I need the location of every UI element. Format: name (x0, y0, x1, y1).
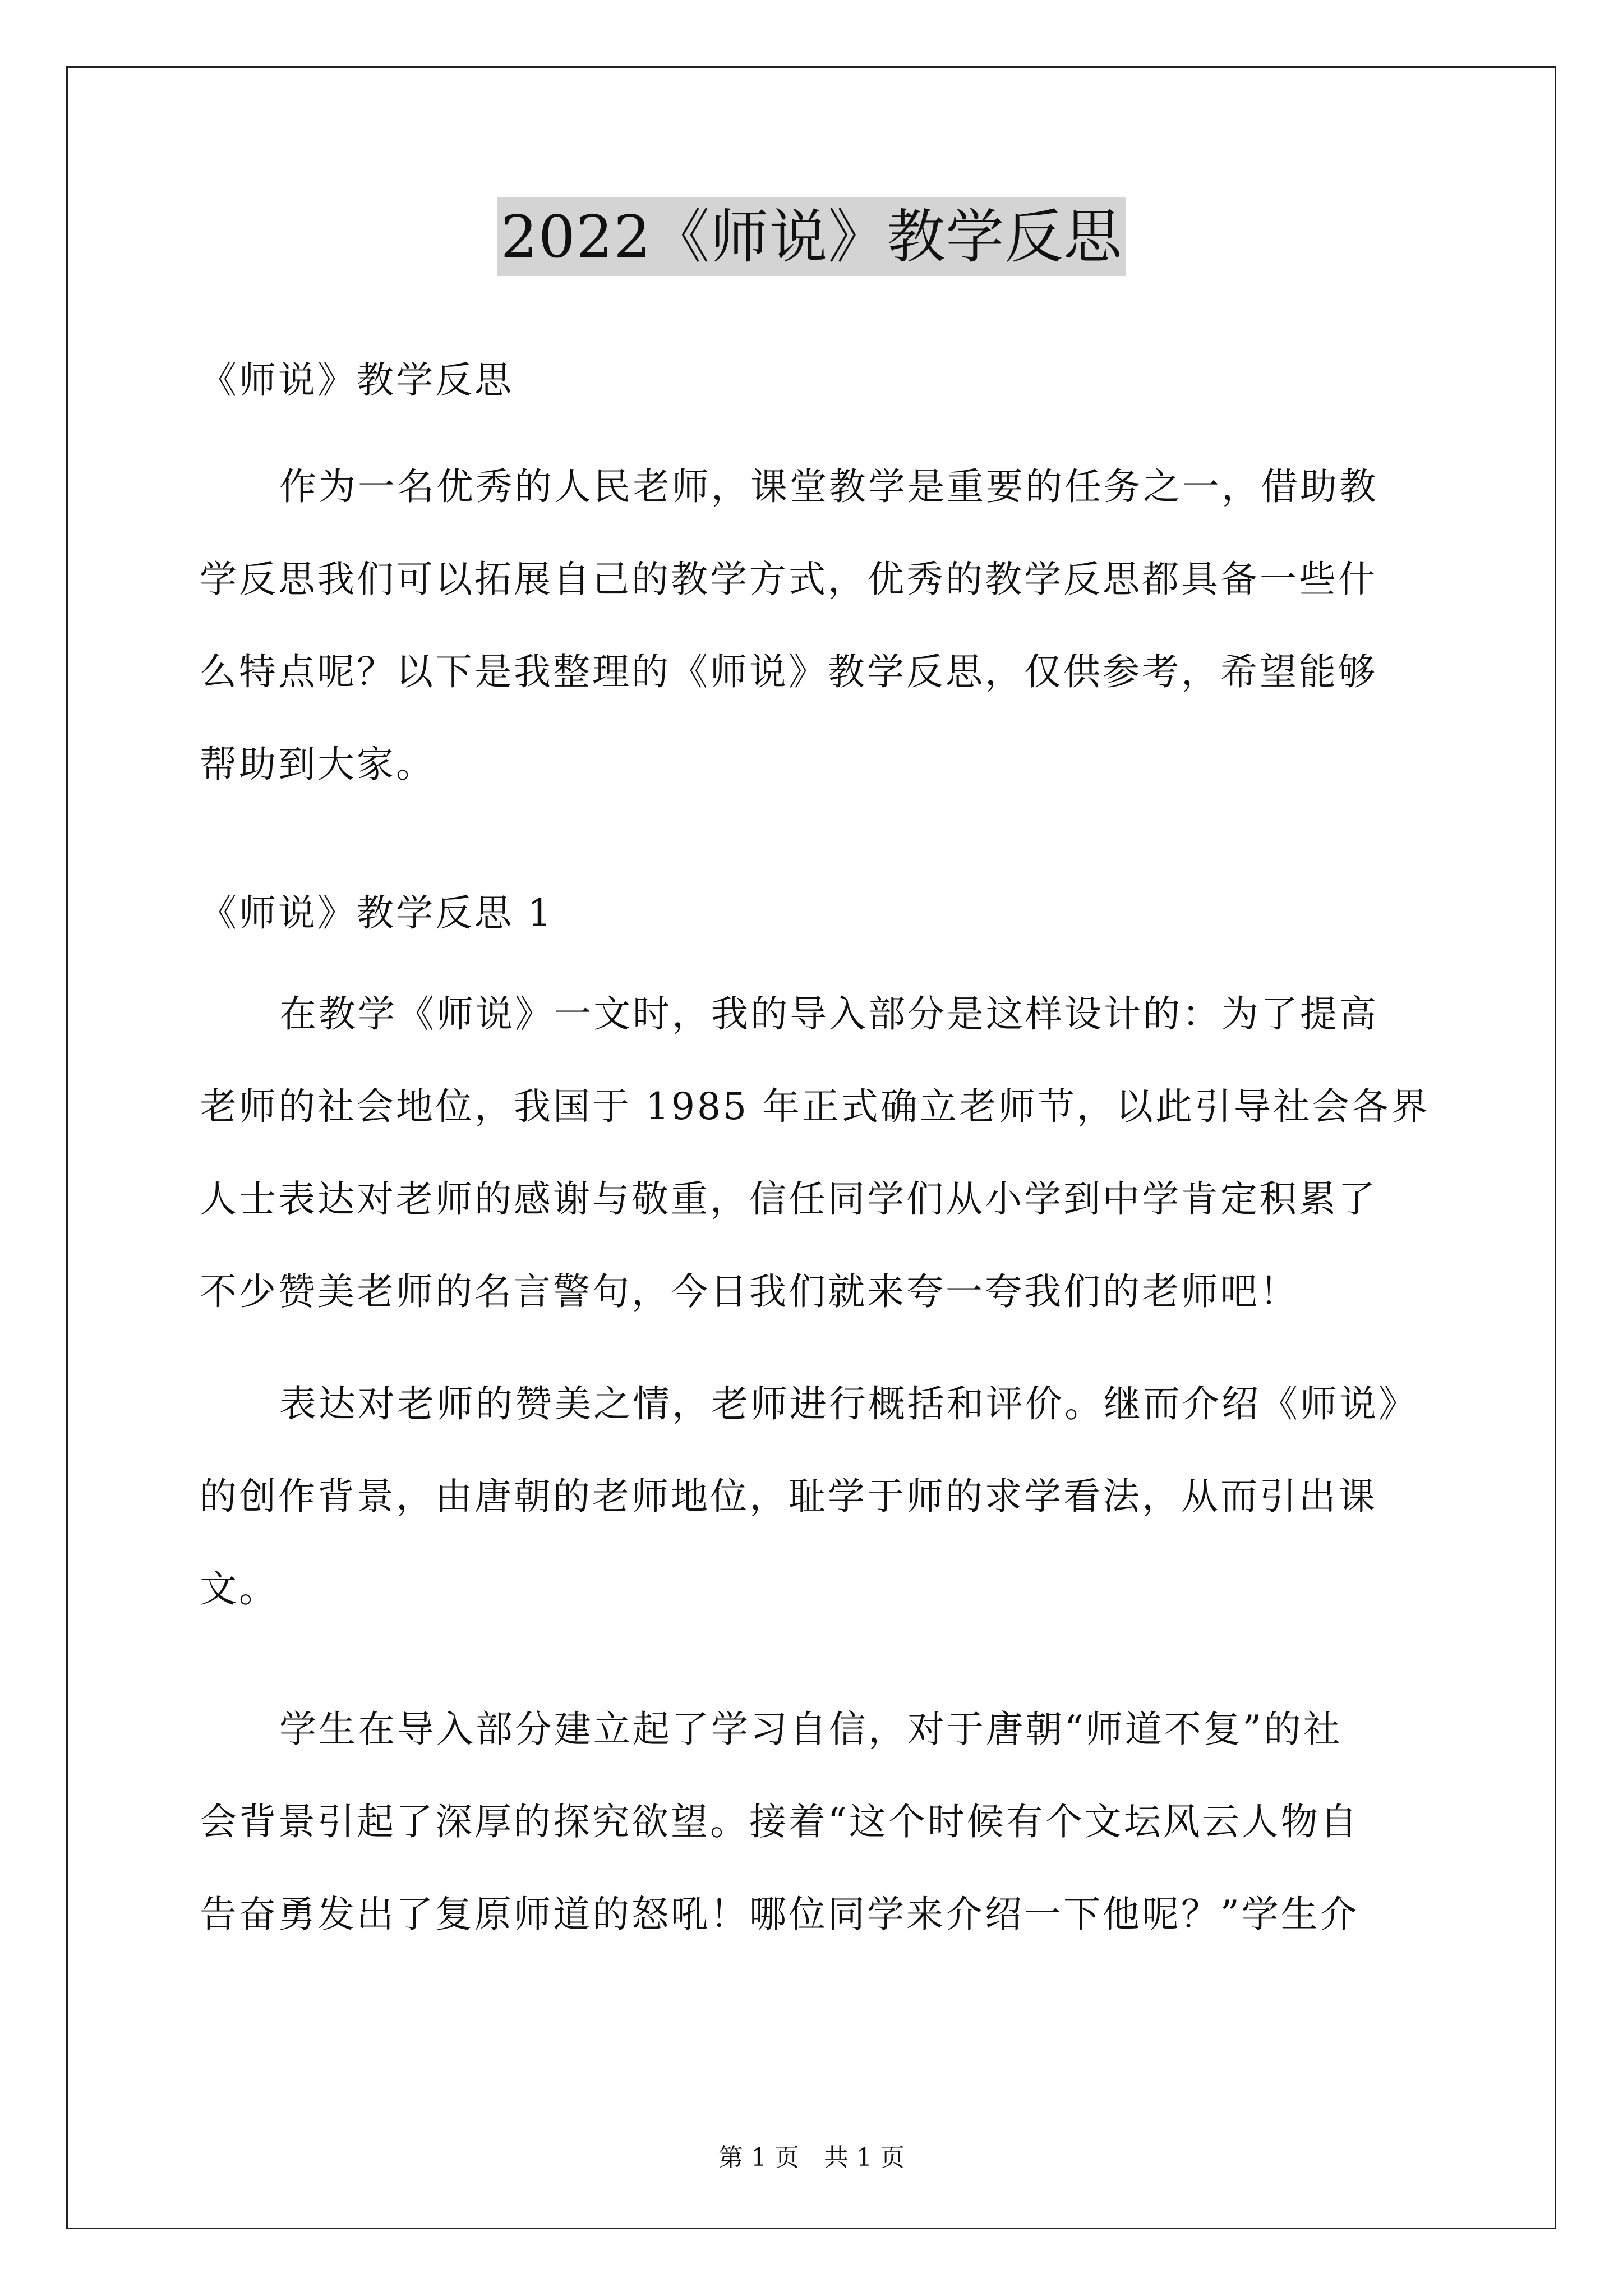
paragraph1-line-4: 不少赞美老师的名言警句，今日我们就来夸一夸我们的老师吧！ (200, 1270, 1299, 1313)
paragraph2-line-2: 的创作背景，由唐朝的老师地位，耻学于师的求学看法，从而引出课 (200, 1475, 1377, 1518)
paragraph3-line-1: 学生在导入部分建立起了学习自信，对于唐朝“师道不复”的社 (279, 1708, 1343, 1751)
title-container (0, 197, 1623, 276)
intro-line-2: 学反思我们可以拓展自己的教学方式，优秀的教学反思都具备一些什 (200, 558, 1377, 601)
paragraph2-line-1: 表达对老师的赞美之情，老师进行概括和评价。继而介绍《师说》 (279, 1382, 1418, 1425)
intro-line-1: 作为一名优秀的人民老师，课堂教学是重要的任务之一，借助教 (279, 465, 1378, 508)
paragraph3-line-2: 会背景引起了深厚的探究欲望。接着“这个时候有个文坛风云人物自 (200, 1800, 1359, 1843)
paragraph2-line-3: 文。 (200, 1567, 278, 1611)
document-title: 2022《师说》教学反思 (497, 197, 1126, 276)
paragraph1-line-3: 人士表达对老师的感谢与敬重，信任同学们从小学到中学肯定积累了 (200, 1177, 1377, 1221)
paragraph1-line-2: 老师的社会地位，我国于 1985 年正式确立老师节，以此引导社会各界 (200, 1085, 1430, 1128)
document-subtitle: 《师说》教学反思 (200, 358, 514, 402)
paragraph1-line-1: 在教学《师说》一文时，我的导入部分是这样设计的：为了提高 (279, 992, 1378, 1036)
intro-line-3: 么特点呢？以下是我整理的《师说》教学反思，仅供参考，希望能够 (200, 650, 1377, 693)
paragraph3-line-3: 告奋勇发出了复原师道的怒吼！哪位同学来介绍一下他呢？”学生介 (200, 1893, 1359, 1936)
intro-line-4: 帮助到大家。 (200, 743, 435, 786)
page-footer: 第 1 页 共 1 页 (718, 2143, 905, 2172)
section-heading: 《师说》教学反思 1 (200, 891, 554, 935)
